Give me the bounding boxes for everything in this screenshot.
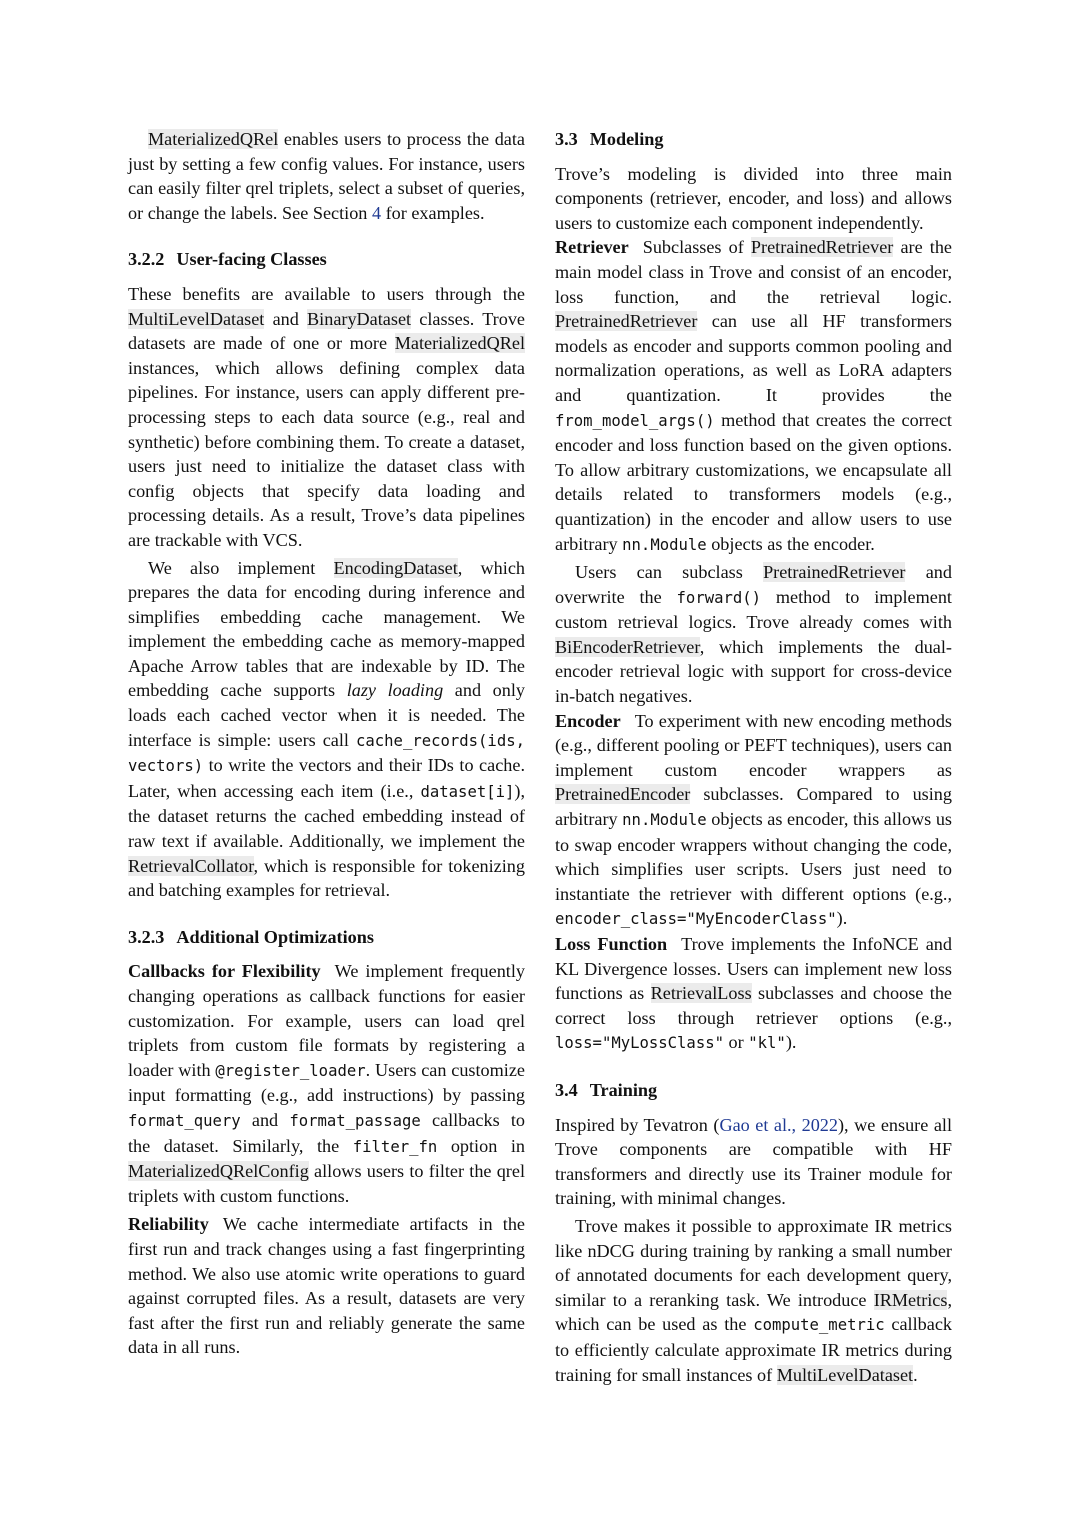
class-ref: MultiLevelDataset: [776, 1364, 914, 1385]
paragraph-callbacks: [128, 959, 525, 1208]
class-ref: EncodingDataset: [333, 557, 458, 578]
text: or: [724, 1032, 749, 1053]
class-ref: PretrainedRetriever: [555, 311, 698, 332]
text: objects as encoder, this allows us to swap encoder wrappers without changing the code, which simplifies user scripts. Users just need to instantiate the retriever with different options (e.g.,: [555, 809, 952, 904]
text: objects as the encoder.: [706, 533, 875, 554]
class-ref: MultiLevelDataset: [128, 308, 265, 329]
text: subclasses and choose the correct loss through retriever options (e.g.,: [555, 983, 952, 1028]
text: Inspired by Tevatron (: [555, 1114, 720, 1135]
text: Users can subclass: [575, 562, 764, 583]
code-snippet: filter_fn: [352, 1137, 438, 1156]
class-ref: PretrainedEncoder: [555, 784, 691, 805]
run-in-heading: Reliability: [128, 1214, 209, 1235]
text: enables users to process the data just by setting a few config values. For instance, users can easily filter qrel triplets, select a subset of queries, or change the labels. See Section: [128, 129, 525, 223]
section-number: 3.3: [555, 129, 578, 149]
text: Subclasses of: [642, 237, 751, 258]
code-snippet: from_model_args(): [555, 411, 715, 430]
text: ), we ensure all Trove components are compatible with HF transformers and directly use its Trainer module for training, with minimal changes.: [555, 1114, 952, 1209]
code-snippet: nn.Module: [622, 811, 707, 830]
class-ref: MaterializedQRel: [394, 333, 525, 354]
code-snippet: dataset[i]: [420, 782, 515, 801]
section-title: User-facing Classes: [176, 249, 327, 270]
run-in-heading: Encoder: [555, 710, 621, 731]
code-snippet: encoder_class="MyEncoderClass": [555, 910, 837, 929]
code-snippet: @register_loader: [215, 1061, 366, 1080]
paragraph-encoding-dataset: [128, 556, 525, 903]
class-ref: BiEncoderRetriever: [555, 636, 700, 657]
text: To experiment with new encoding methods (e.g., different pooling or PEFT techniques), users can implement custom encoder wrappers as: [555, 710, 952, 780]
section-heading-3-2-2: [128, 247, 525, 272]
text: ).: [785, 1032, 797, 1053]
paragraph-materialized-qrel: [128, 127, 525, 225]
code-snippet: nn.Module: [622, 535, 707, 554]
text: to write the vectors and their IDs to cache. Later, when accessing each item (i.e.,: [128, 755, 525, 801]
text: callbacks to the dataset. Similarly, the: [128, 1109, 525, 1156]
text: method to implement custom retrieval logics. Trove already comes with: [555, 586, 952, 633]
class-ref: BinaryDataset: [307, 308, 412, 329]
paragraph-retriever: [555, 235, 952, 557]
text: , which can be used as the: [555, 1289, 952, 1335]
text: We cache intermediate artifacts in the first run and track changes using a fast fingerprinting method. We also use atomic write operations to guard against corrupted files. As a result, datasets are very fast after the first run and reliably generate the same data in all runs.: [128, 1214, 525, 1358]
code-snippet: compute_metric: [753, 1316, 885, 1335]
citation-link[interactable]: Gao et al., 2022: [719, 1114, 838, 1135]
section-heading-3-4: [555, 1078, 952, 1103]
paragraph-reliability: [128, 1212, 525, 1360]
left-column: [128, 127, 525, 1360]
section-number: 3.2.3: [128, 926, 165, 947]
text: for examples.: [381, 202, 485, 223]
text: , which implements the dual-encoder retrieval logic with support for cross-device in-batch negatives.: [555, 636, 952, 707]
paragraph-subclass: [555, 560, 952, 709]
text: method that creates the correct encoder and loss function based on the given options. To allow arbitrary customizations, we encapsulate all details related to transformers models (e.g., quantization) in the encoder and allow users to use arbitrary: [555, 409, 952, 554]
text: These benefits are available to users through the: [128, 283, 525, 304]
text: Trove makes it possible to approximate IR metrics like nDCG during training by ranking a small number of annotated documents for each development query, similar to a reranking task. We introduce: [555, 1215, 952, 1310]
class-ref: IRMetrics: [873, 1289, 948, 1310]
section-heading-3-2-3: [128, 925, 525, 950]
text: .: [913, 1364, 918, 1385]
text: option in: [437, 1135, 525, 1156]
class-ref: MaterializedQRelConfig: [128, 1161, 309, 1182]
paragraph-loss-function: [555, 932, 952, 1056]
code-snippet: format_query: [128, 1111, 241, 1130]
section-link[interactable]: 4: [371, 202, 382, 223]
section-title: Modeling: [589, 129, 664, 149]
paragraph-modeling-intro: [555, 162, 952, 236]
run-in-heading: Callbacks for Flexibility: [128, 961, 321, 982]
text: subclasses. Compared to using arbitrary: [555, 784, 952, 830]
paragraph-user-facing: [128, 282, 525, 553]
text: ).: [836, 908, 848, 929]
right-column: [555, 127, 952, 1387]
class-ref: RetrievalLoss: [650, 983, 752, 1004]
text: , which prepares the data for encoding during inference and simplifies embedding cache management. We implement the embedding cache as memory-mapped Apache Arrow tables that are indexable by ID. The embedding cache supports: [128, 557, 525, 701]
paragraph-ir-metrics: [555, 1214, 952, 1387]
run-in-heading: Retriever: [555, 237, 629, 258]
text: allows users to filter the qrel triplets with custom functions.: [128, 1161, 525, 1206]
code-snippet: loss="MyLossClass": [555, 1034, 724, 1053]
paragraph-encoder: [555, 709, 952, 932]
section-heading-3-3: [555, 127, 952, 152]
text: We also implement: [148, 557, 334, 578]
text: are the main model class in Trove and consist of an encoder, loss function, and the retrieval logic.: [555, 237, 952, 307]
text: callback to efficiently calculate approximate IR metrics during training for small instances of: [555, 1314, 952, 1385]
class-ref: RetrievalCollator: [128, 855, 254, 876]
class-ref: PretrainedRetriever: [763, 562, 906, 583]
text: classes. Trove datasets are made of one or more: [128, 308, 526, 354]
section-number: 3.4: [555, 1079, 578, 1100]
run-in-heading: Loss Function: [555, 934, 668, 954]
code-snippet: "kl": [748, 1034, 786, 1053]
section-title: Additional Optimizations: [176, 926, 374, 947]
section-title: Training: [589, 1079, 658, 1100]
text: can use all HF transformers models as encoder and supports common pooling and normalization operations, as well as LoRA adapters and quantization. It provides the: [555, 311, 952, 405]
class-ref: MaterializedQRel: [148, 129, 279, 149]
code-snippet: forward(): [676, 588, 762, 607]
paragraph-training-intro: [555, 1113, 952, 1211]
text: Trove’s modeling is divided into three main components (retriever, encoder, and loss) and allows users to customize each component independently.: [555, 163, 952, 233]
text: ), the dataset returns the cached embedding instead of raw text if available. Additionally, we implement the: [128, 780, 525, 852]
class-ref: PretrainedRetriever: [750, 237, 894, 258]
section-number: 3.2.2: [128, 249, 165, 270]
text: instances, which allows defining complex data pipelines. For instance, users can apply different pre-processing steps to each data source (e.g., real and synthetic) before combining them. To create a dataset, users just need to initialize the dataset class with config objects that specify data loading and processing details. As a result, Trove’s data pipelines are trackable with VCS.: [128, 357, 525, 550]
emphasis: lazy loading: [346, 680, 444, 701]
code-snippet: format_passage: [289, 1111, 421, 1130]
text: We implement frequently changing operations as callback functions for easier customization. For example, users can load qrel triplets from custom file formats by registering a loader with: [128, 961, 526, 1080]
code-snippet: cache_records(ids, vectors): [128, 731, 525, 776]
text: , which is responsible for tokenizing and batching examples for retrieval.: [128, 855, 525, 901]
text: and: [264, 308, 308, 329]
text: and overwrite the: [555, 562, 952, 607]
text: Trove implements the InfoNCE and KL Divergence losses. Users can implement new loss functions as: [555, 934, 952, 1004]
text: . Users can customize input formatting (e.g., add instructions) by passing: [128, 1059, 525, 1106]
text: and: [240, 1109, 290, 1130]
text: and only loads each cached vector when it is needed. The interface is simple: users call: [128, 680, 525, 750]
